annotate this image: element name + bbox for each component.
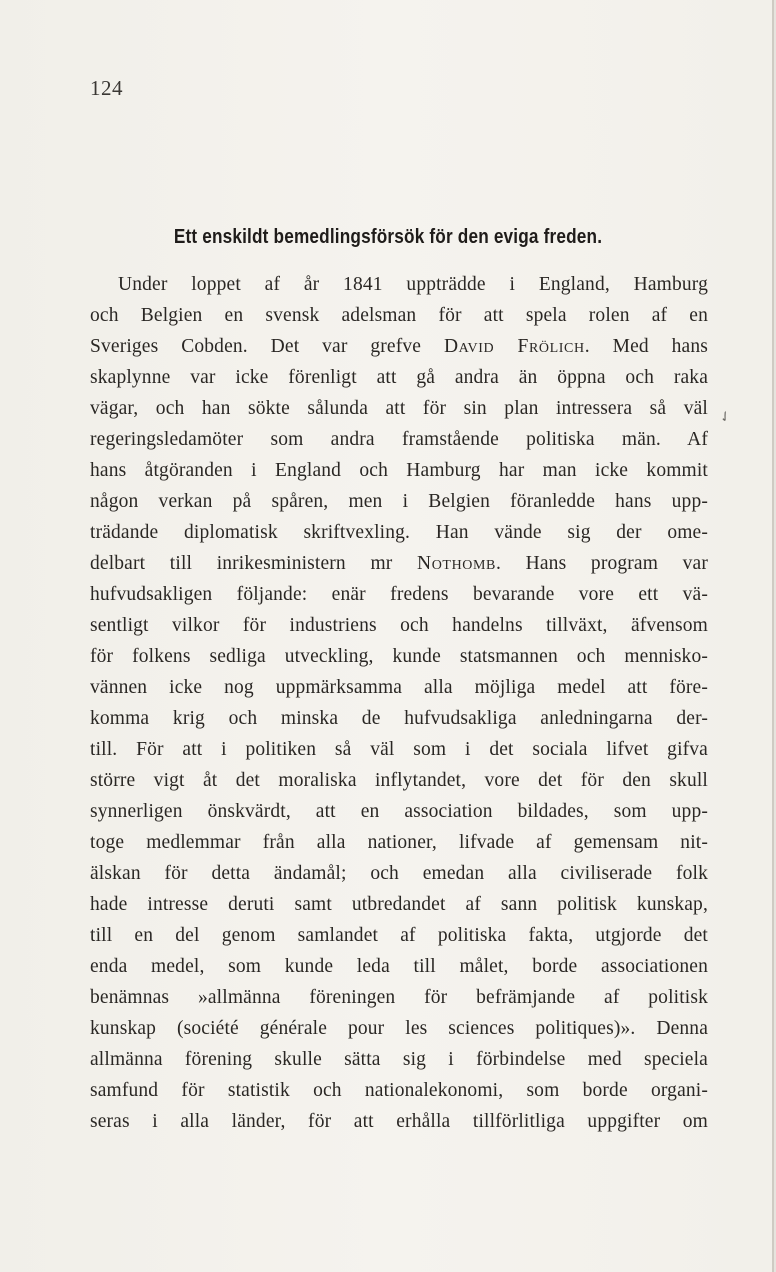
text-line-16: till. För att i politiken så väl som i det sociala lifvet gifva [90,739,708,760]
text-line-11: hufvudsakligen följande: enär fredens bevarande vore ett vä- [90,584,708,605]
text-line-17: större vigt åt det moraliska inflytandet, vore det för den skull [90,770,708,791]
text-line-3-end: . Med hans [584,336,708,357]
text-line-6: regeringsledamöter som andra framstående politiska män. Af [90,429,708,450]
text-line-18: synnerligen önskvärdt, att en association bildades, som upp- [90,801,708,822]
text-line-22: till en del genom samlandet af politiska fakta, utgjorde det [90,925,708,946]
text-line-2: och Belgien en svensk adelsman för att spela rolen af en [90,305,708,326]
text-line-19: toge medlemmar från alla nationer, lifvade af gemensam nit- [90,832,708,853]
margin-check-mark: ✓ [716,407,735,428]
text-line-26: allmänna förening skulle sätta sig i förbindelse med speciela [90,1049,708,1070]
person-name-nothomb: Nothomb [417,553,496,574]
chapter-heading: Ett enskildt bemedlingsförsök för den eviga freden. [173,226,603,248]
text-line-3-start: Sveriges Cobden. Det var grefve [90,336,444,357]
text-line-12: sentligt vilkor för industriens och handelns tillväxt, äfvensom [90,615,708,636]
person-name-frolich: David Frölich [443,336,585,357]
text-line-15: komma krig och minska de hufvudsakliga anledningarna der- [90,708,708,729]
text-line-23: enda medel, som kunde leda till målet, borde associationen [90,956,708,977]
text-line-27: samfund för statistik och nationalekonomi, som borde organi- [90,1080,708,1101]
text-line-28: seras i alla länder, för att erhålla tillförlitliga uppgifter om [90,1111,708,1132]
text-line-10 [90,548,708,579]
text-line-14: vännen icke nog uppmärksamma alla möjliga medel att före- [90,677,708,698]
page-number: 124 [90,76,123,100]
text-line-24: benämnas »allmänna föreningen för befrämjande af politisk [90,987,708,1008]
text-line-21: hade intresse deruti samt utbredandet af sann politisk kunskap, [90,894,708,915]
body-text [90,269,708,1137]
text-line-1: Under loppet af år 1841 uppträdde i England, Hamburg [118,274,708,295]
text-line-13: för folkens sedliga utveckling, kunde statsmannen och mennisko- [90,646,708,667]
text-line-3 [90,331,708,362]
text-line-10-start: delbart till inrikesministern mr [90,553,418,574]
text-line-7: hans åtgöranden i England och Hamburg har man icke kommit [90,460,708,481]
text-line-4: skaplynne var icke förenligt att gå andra än öppna och raka [90,367,708,388]
text-line-10-end: . Hans program var [495,553,708,574]
text-line-5: vägar, och han sökte sålunda att för sin plan intressera så väl [90,398,708,419]
text-line-20: älskan för detta ändamål; och emedan alla civiliserade folk [90,863,708,884]
text-line-8: någon verkan på spåren, men i Belgien föranledde hans upp- [90,491,708,512]
text-line-9: trädande diplomatisk skriftvexling. Han vände sig der ome- [90,522,708,543]
text-line-25: kunskap (société générale pour les sciences politiques)». Denna [90,1018,708,1039]
